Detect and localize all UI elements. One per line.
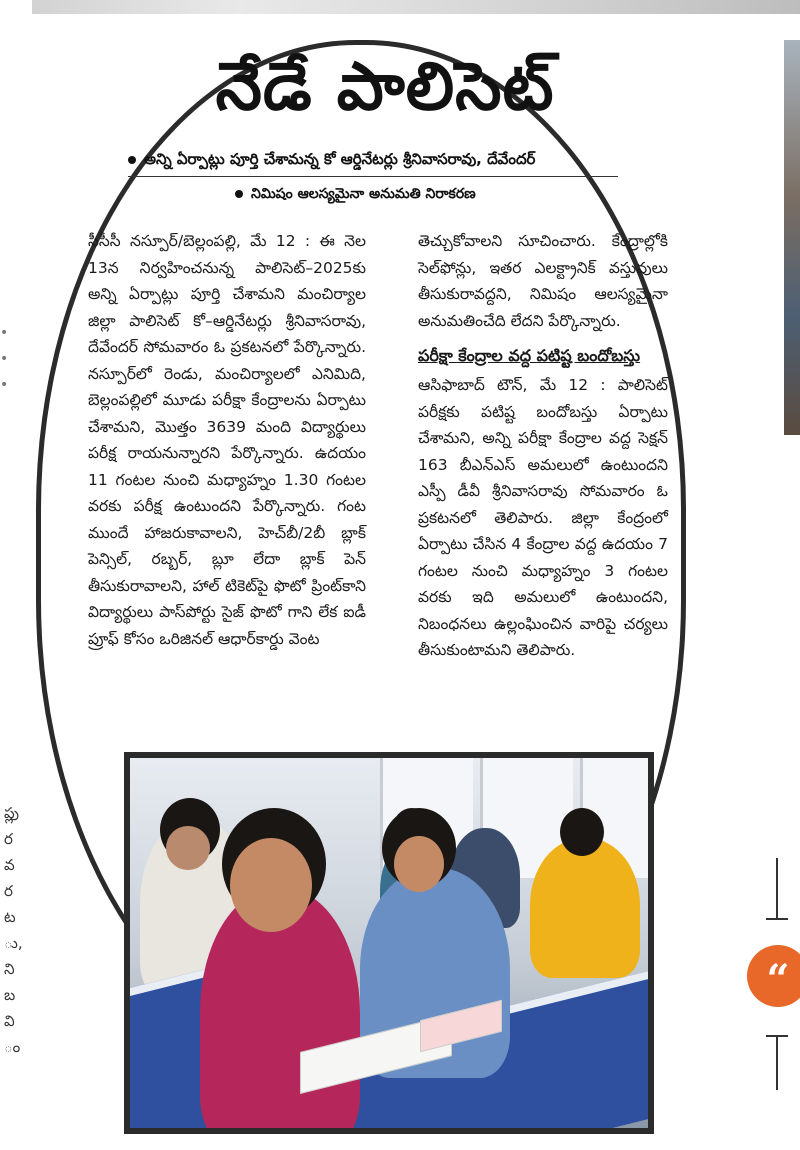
subheadline-1-text: అన్ని ఏర్పాట్లు పూర్తి చేశామన్న కో ఆర్డినేటర్లు శ్రీనివాసరావు, దేవేందర్ <box>144 150 536 168</box>
headline: నేడే పాలిసెట్ <box>215 48 555 125</box>
subheadline-2 <box>235 186 595 205</box>
article-left-column <box>88 228 366 652</box>
photo-student-face <box>166 826 210 870</box>
subhead-text: పరీక్షా కేంద్రాల వద్ద పటిష్ట బందోబస్తు <box>418 346 641 365</box>
bullet-icon <box>235 190 243 198</box>
bullet-icon <box>128 156 136 164</box>
top-image-strip <box>0 0 800 14</box>
exam-hall-photo <box>124 752 654 1134</box>
right-column-paragraph-2: ఆసిఫాబాద్ టౌన్, మే 12 : పాలిసెట్ పరీక్షకు పటిష్ట బందోబస్తు ఏర్పాటు చేశామని, అన్ని పరీక్షా కేంద్రాల వద్ద సెక్షన్ 163 బీఎన్‌ఎస్ అమలులో ఉంటుందని ఎస్పీ డీవీ శ్రీనివాసరావు సోమవారం ఓ ప్రకటనలో తెలిపారు. జిల్లా కేంద్రంలో ఏర్పాటు చేసిన 4 కేంద్రాల వద్ద ఉదయం 7 గంటల నుంచి మధ్యాహ్నం 3 గంటల వరకు ఇది అమలులో ఉంటుందని, నిబంధనలు ఉల్లంఘించిన వారిపై చర్యలు తీసుకుంటామని తెలిపారు. <box>418 376 668 659</box>
quote-divider-tick <box>766 918 788 920</box>
subheadline-1 <box>128 150 648 172</box>
adjacent-photo-fragment <box>784 40 800 435</box>
left-edge-marks: • • • <box>0 325 9 393</box>
subheadline-divider <box>128 176 618 177</box>
left-column-text: సీసీసీ నస్పూర్/బెల్లంపల్లి, మే 12 : ఈ నెల 13న నిర్వహించనున్న పాలిసెట్–2025కు అన్ని ఏర్పాట్లు పూర్తి చేశామని మంచిర్యాల జిల్లా పాలిసెట్ కో–ఆర్డినేటర్లు శ్రీనివాసరావు, దేవేందర్ సోమవారం ఓ ప్రకటనలో పేర్కొన్నారు. నస్పూర్‌లో రెండు, మంచిర్యాలలో ఎనిమిది, బెల్లంపల్లిలో మూడు పరీక్షా కేంద్రాలను ఏర్పాటు చేశామని, మొత్తం 3639 మంది విద్యార్థులు పరీక్ష రాయనున్నారని పేర్కొన్నారు. ఉదయం 11 గంటల నుంచి మధ్యాహ్నం 1.30 గంటల వరకు పరీక్ష ఉంటుందని పేర్కొన్నారు. గంట ముందే హాజరుకావాలని, హెచ్‌బీ/2బీ బ్లాక్ పెన్సిల్, రబ్బర్, బ్లూ లేదా బ్లాక్ పెన్ తీసుకురావాలని, హాల్ టికెట్‌పై ఫొటో ప్రింట్‌కాని విద్యార్థులు పాస్‌పోర్టు సైజ్ ఫొటో గాని లేక ఐడీ ప్రూఫ్ కోసం ఒరిజినల్ ఆధార్‌కార్డు వెంట <box>88 232 366 648</box>
left-column-fragment: ప్లు ర వ ర ట ు, ని బ వి ం <box>4 804 23 1056</box>
photo-student-face <box>394 836 444 892</box>
subheadline-2-text: నిమిషం ఆలస్యమైనా అనుమతి నిరాకరణ <box>251 186 476 202</box>
quote-divider-line <box>776 1035 778 1090</box>
photo-student-head <box>560 808 604 856</box>
article-right-column <box>418 228 668 664</box>
photo-student-face <box>230 838 312 932</box>
right-column-subhead <box>418 342 668 370</box>
quote-icon[interactable]: “ <box>747 945 800 1007</box>
quote-divider-line <box>776 858 778 918</box>
photo-student <box>530 838 640 978</box>
right-column-paragraph-1: తెచ్చుకోవాలని సూచించారు. కేంద్రాల్లోకి సెల్‌ఫోన్లు, ఇతర ఎలక్ట్రానిక్ వస్తువులు తీసుకురావద్దని, నిమిషం ఆలస్యమైనా అనుమతించేది లేదని పేర్కొన్నారు. <box>418 232 668 330</box>
